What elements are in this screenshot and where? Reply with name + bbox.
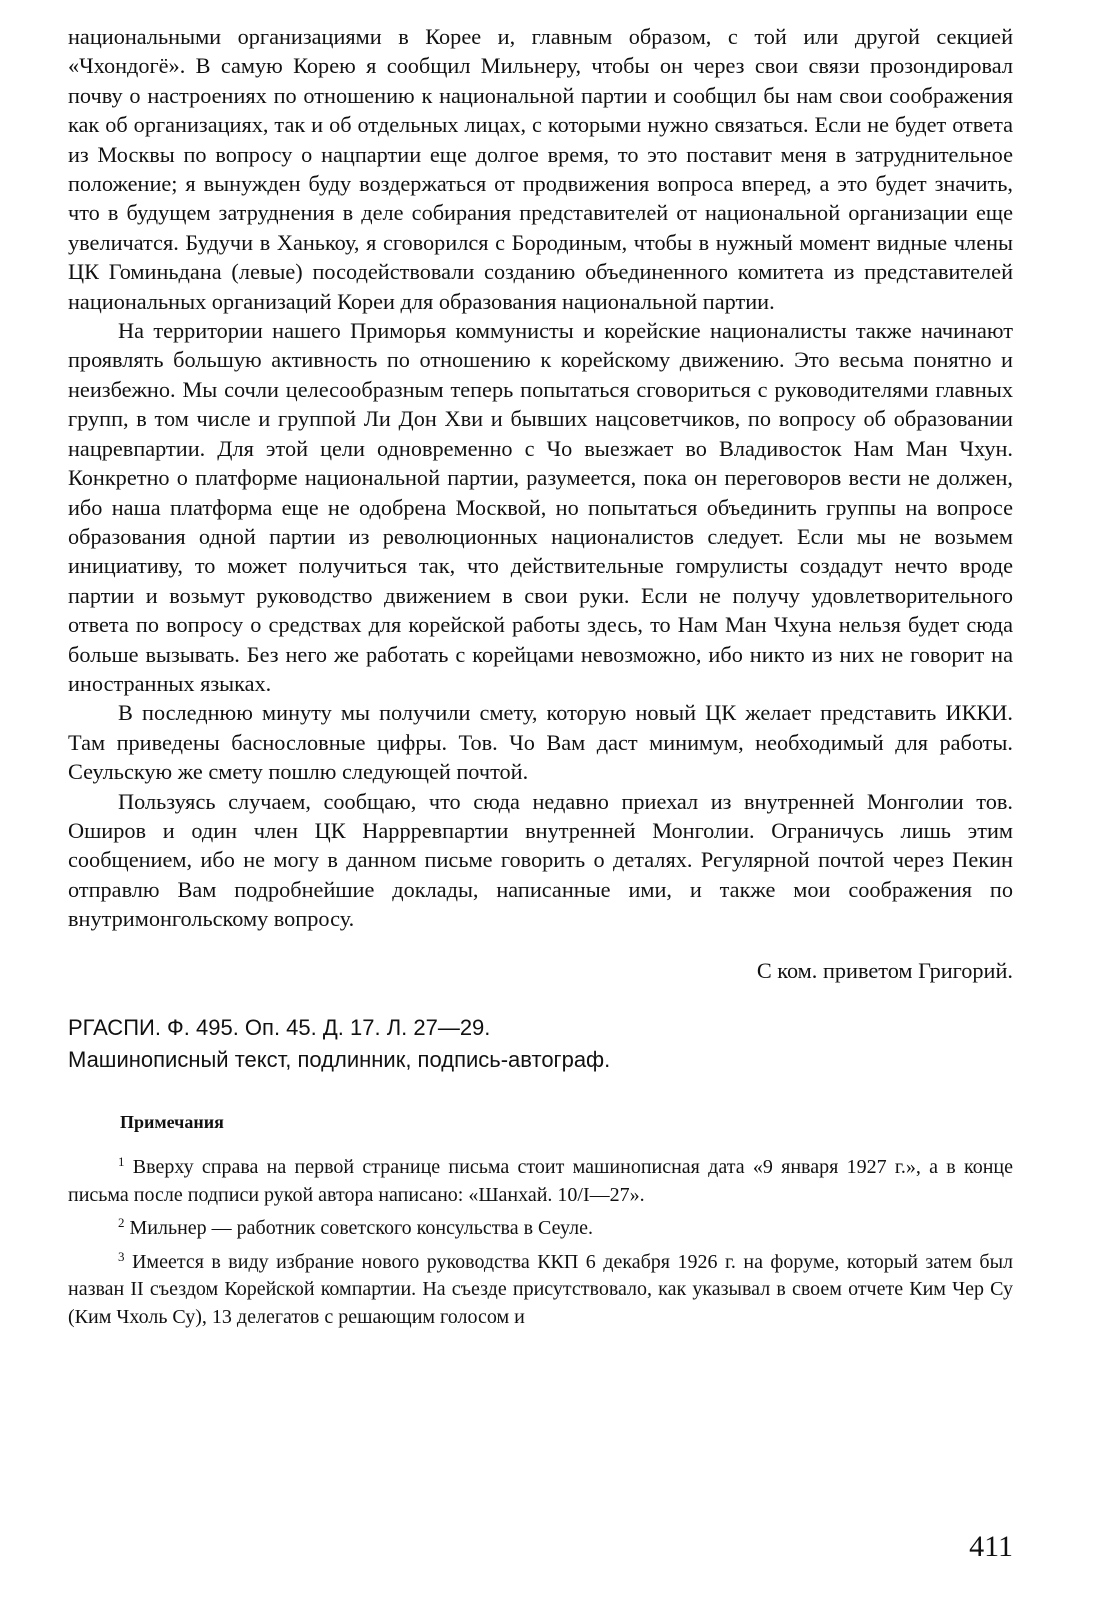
document-page: [68, 22, 1013, 1331]
footnote: [68, 1243, 1013, 1332]
notes-list: [68, 1148, 1013, 1331]
archive-citation: РГАСПИ. Ф. 495. Оп. 45. Д. 17. Л. 27—29.: [68, 1015, 491, 1040]
body-paragraph-1: национальными организациями в Корее и, главным образом, с той или другой секцией «Чхондогё». В самую Корею я сообщил Мильнеру, чтобы он через свои связи прозондировал почву о настроениях по отношению к национальной партии и сообщил бы нам свои соображения как об организациях, так и об отдельных лицах, с которыми нужно связаться. Если не будет ответа из Москвы по вопросу о нацпартии еще долгое время, то это поставит меня в затруднительное положение; я вынужден буду воздержаться от продвижения вопроса вперед, а это будет значить, что в будущем затруднения в деле собирания представителей от национальной организации еще увеличатся. Будучи в Ханькоу, я сговорился с Бородиным, чтобы в нужный момент видные члены ЦК Гоминьдана (левые) посодействовали созданию объединенного комитета из представителей национальных организаций Кореи для образования национальной партии.: [68, 24, 1013, 314]
body-paragraph-2: На территории нашего Приморья коммунисты и корейские националисты также начинают проявлять большую активность по отношению к корейскому движению. Это весьма понятно и неизбежно. Мы сочли целесообразным теперь попытаться сговориться с руководителями главных групп, в том числе и группой Ли Дон Хви и бывших нацсоветчиков, по вопросу об образовании нацревпартии. Для этой цели одновременно с Чо выезжает во Владивосток Нам Ман Чхун. Конкретно о платформе национальной партии, разумеется, пока он переговоров вести не должен, ибо наша платформа еще не одобрена Москвой, но попытаться объединить группы на вопросе образования одной партии из революционных националистов следует. Если мы не возьмем инициативу, то может получиться так, что действительные гомрулисты создадут нечто вроде партии и возьмут руководство движением в свои руки. Если не получу удовлетворительного ответа по вопросу о средствах для корейской работы здесь, то Нам Ман Чхуна нельзя будет сюда больше вызывать. Без него же работать с корейцами невозможно, ибо никто из них не говорит на иностранных языках.: [68, 318, 1013, 696]
footnote-text: Имеется в виду избрание нового руководства ККП 6 декабря 1926 г. на форуме, который затем был назван II съездом Корейской компартии. На съезде присутствовало, как указывал в своем отчете Ким Чер Су (Ким Чхоль Су), 13 делегатов с решающим голосом и: [68, 1250, 1013, 1328]
archive-description: Машинописный текст, подлинник, подпись-автограф.: [68, 1047, 611, 1072]
footnote-text: Вверху справа на первой странице письма стоит машинописная дата «9 января 1927 г.», а в конце письма после подписи рукой автора написано: «Шанхай. 10/I—27».: [68, 1156, 1014, 1206]
footnote: [68, 1209, 1013, 1243]
footnote-number: 2: [118, 1215, 125, 1230]
body-paragraph-4: Пользуясь случаем, сообщаю, что сюда недавно приехал из внутренней Монголии тов. Оширов и один член ЦК Наррревпартии внутренней Монголии. Ограничусь лишь этим сообщением, ибо не могу в данном письме говорить о деталях. Регулярной почтой через Пекин отправлю Вам подробнейшие доклады, написанные ими, и также мои соображения по внутримонгольскому вопросу.: [68, 788, 1013, 932]
signature-line: С ком. приветом Григорий.: [756, 957, 1013, 983]
footnote-text: Мильнер — работник советского консульства в Сеуле.: [129, 1217, 593, 1239]
body-paragraph-3: В последнюю минуту мы получили смету, которую новый ЦК желает представить ИККИ. Там приведены баснословные цифры. Тов. Чо Вам даст минимум, необходимый для работы. Сеульскую же смету пошлю следующей почтой.: [68, 700, 1013, 785]
page-number: 411: [969, 1530, 1013, 1563]
footnote-number: 3: [118, 1248, 125, 1264]
notes-heading: Примечания: [120, 1112, 224, 1132]
footnote: [68, 1148, 1013, 1209]
footnote-number: 1: [118, 1154, 125, 1169]
archive-reference: [68, 1012, 1013, 1076]
